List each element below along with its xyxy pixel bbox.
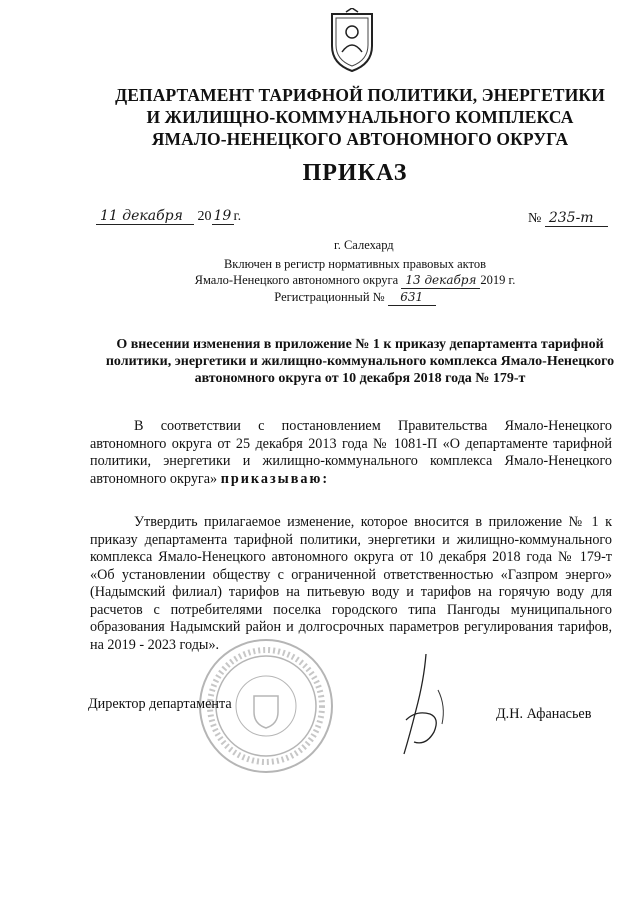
city: г. Салехард <box>334 238 394 252</box>
order-paragraph <box>90 514 612 654</box>
department-name <box>80 84 640 150</box>
department-line-1: ДЕПАРТАМЕНТ ТАРИФНОЙ ПОЛИТИКИ, ЭНЕРГЕТИКИ <box>115 85 605 105</box>
document-type-title: ПРИКАЗ <box>302 160 408 186</box>
registration-block <box>140 256 570 306</box>
signer-name: Д.Н. Афанасьев <box>496 706 592 722</box>
order-action: приказываю: <box>220 470 330 487</box>
order-text: Утвердить прилагаемое изменение, которое вносится в приложение № 1 к приказу департамента тарифной политики, энергетики и жилищно-коммунального комплекса Ямало-Ненецкого автономного округа от 10 декабря 2018 года № 179-т «Об установлении обществу с ограниченной ответственностью «Газпром энерго» (Надымский филиал) тарифов на питьевую воду и тарифов на горячую воду для расчетов с потребителями поселка городского типа Пангоды муниципального образования Надымский район и долгосрочных параметров регулирования тарифов, на 2019 - 2023 годы». <box>90 514 612 653</box>
order-date <box>96 208 241 225</box>
preamble-text: В соответствии с постановлением Правительства Ямало-Ненецкого автономного округа от 25 декабря 2013 года № 1081-П «О департаменте тарифной политики, энергетики и жилищно-коммунального комплекса Ямало-Ненецкого автономного округа» <box>90 418 612 487</box>
number-handwritten: 235-т <box>545 210 608 227</box>
number-label: № <box>528 211 542 226</box>
registration-line-3 <box>140 289 570 306</box>
registration-line-2-prefix: Ямало-Ненецкого автономного округа <box>194 273 399 287</box>
date-handwritten: 11 декабря <box>96 208 194 225</box>
year-handwritten: 19 <box>212 208 234 225</box>
order-subject: О внесении изменения в приложение № 1 к приказу департамента тарифной политики, энергетики и жилищно-коммунального комплекса Ямало-Ненецкого автономного округа от 10 декабря 2018 года № 179-т <box>105 337 615 386</box>
registration-number-handwritten: 631 <box>388 289 436 306</box>
department-line-3: ЯМАЛО-НЕНЕЦКОГО АВТОНОМНОГО ОКРУГА <box>151 129 569 149</box>
order-number <box>528 210 608 227</box>
registration-year: 2019 г. <box>480 273 516 287</box>
signer-title: Директор департамента <box>88 696 232 712</box>
registration-date-handwritten: 13 декабря <box>401 272 480 289</box>
registration-number-label: Регистрационный № <box>274 290 385 304</box>
year-suffix: г. <box>233 209 242 224</box>
coat-of-arms-icon <box>326 8 378 74</box>
preamble-paragraph <box>90 418 612 488</box>
department-line-2: И ЖИЛИЩНО-КОММУНАЛЬНОГО КОМПЛЕКСА <box>146 107 574 127</box>
registration-line-2 <box>140 272 570 289</box>
registration-line-1: Включен в регистр нормативных правовых актов <box>223 257 487 271</box>
handwritten-signature-icon <box>386 650 456 760</box>
year-prefix: 20 <box>197 209 212 224</box>
